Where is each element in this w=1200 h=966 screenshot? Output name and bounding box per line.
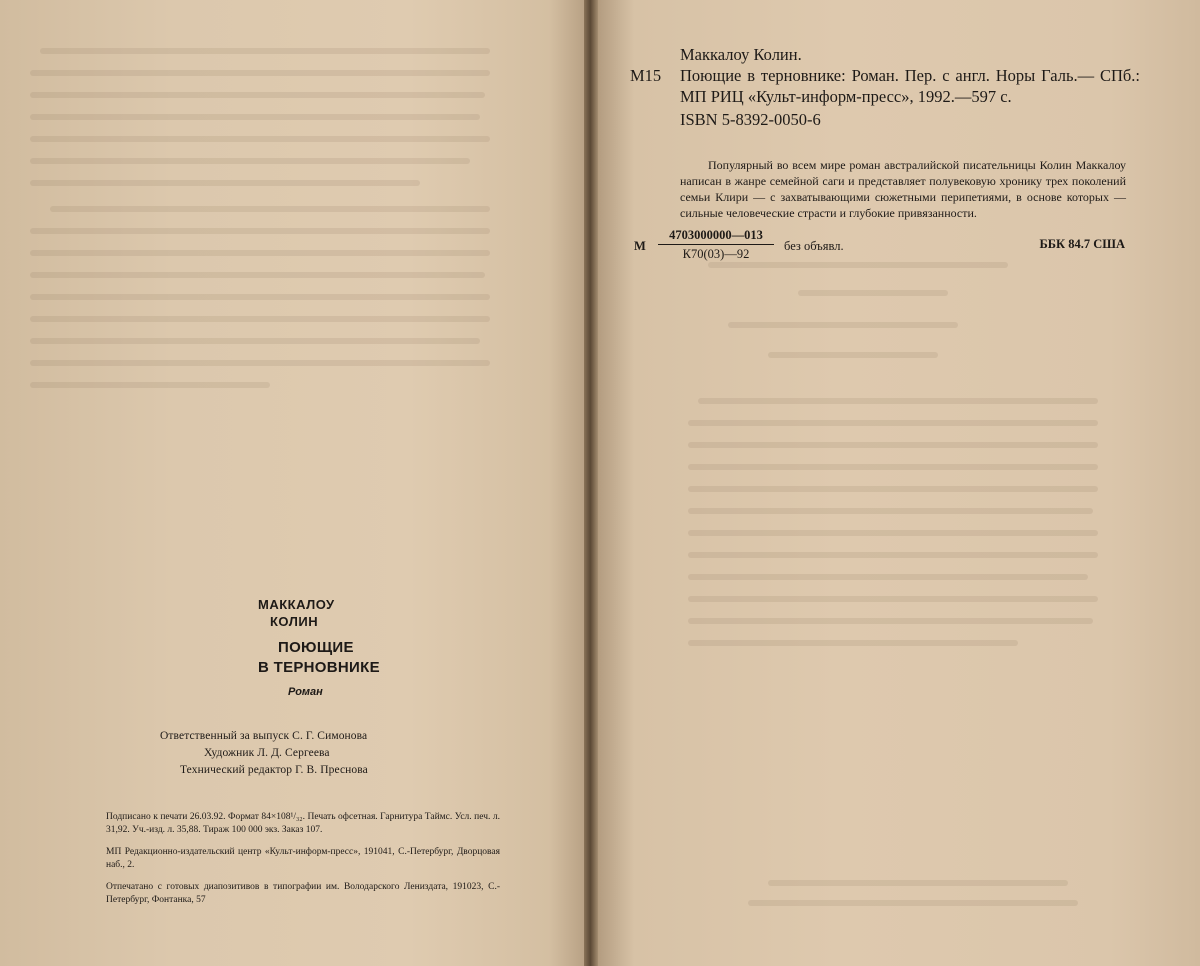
show-through-line — [688, 530, 1098, 536]
imprint-author — [200, 596, 420, 630]
show-through-line — [30, 158, 470, 164]
show-through-line — [30, 136, 490, 142]
title-line-1: ПОЮЩИЕ — [278, 639, 354, 656]
left-page — [0, 0, 584, 966]
show-through-line — [30, 180, 420, 186]
show-through-line — [688, 420, 1098, 426]
show-through-line — [688, 640, 1018, 646]
show-through-line — [688, 486, 1098, 492]
classification-row — [628, 228, 1133, 268]
imprint-title — [258, 638, 380, 678]
bib-entry-text: Поющие в терновнике: Роман. Пер. с англ. Норы Галь.— СПб.: МП РИЦ «Культ-информ-пресс», 1992.—597 с. — [680, 66, 1140, 106]
show-through-line — [30, 250, 490, 256]
announcement-note: без объявл. — [784, 239, 844, 253]
show-through-line — [768, 880, 1068, 886]
show-through-line — [30, 338, 480, 344]
show-through-line — [688, 618, 1093, 624]
credit-artist: Художник Л. Д. Сергеева — [204, 747, 330, 759]
show-through-line — [798, 290, 948, 296]
author-given-name: КОЛИН — [270, 614, 319, 629]
show-through-line — [688, 574, 1088, 580]
show-through-line — [30, 228, 490, 234]
publisher-info: МП Редакционно-издательский центр «Культ-информ-пресс», 191041, С.-Петербург, Дворцовая наб., 2. — [106, 847, 500, 870]
show-through-line — [728, 322, 958, 328]
printer-info: Отпечатано с готовых диапозитивов в типографии им. Володарского Лениздата, 191023, С.-Петербург, Фонтанка, 57 — [106, 882, 500, 905]
imprint-genre: Роман — [288, 686, 323, 698]
bib-entry-row — [630, 65, 1140, 107]
show-through-line — [40, 48, 490, 54]
show-through-line — [688, 464, 1098, 470]
show-through-line — [768, 352, 938, 358]
isbn: ISBN 5-8392-0050-6 — [680, 110, 821, 129]
show-through-line — [688, 442, 1098, 448]
right-page — [598, 0, 1200, 966]
show-through-line — [698, 398, 1098, 404]
show-through-line — [688, 596, 1098, 602]
show-through-line — [30, 316, 490, 322]
colophon — [90, 811, 500, 916]
show-through-line — [30, 70, 490, 76]
show-through-line — [688, 508, 1093, 514]
show-through-line — [30, 114, 480, 120]
show-through-line — [30, 272, 485, 278]
show-through-line — [30, 92, 485, 98]
show-through-line — [30, 360, 490, 366]
show-through-line — [30, 382, 270, 388]
bbk-code: ББК 84.7 США — [1039, 237, 1125, 251]
fraction-denominator: К70(03)—92 — [682, 247, 750, 261]
show-through-line — [748, 900, 1078, 906]
author-surname: МАККАЛОУ — [258, 597, 335, 612]
bibliographic-record — [630, 44, 1140, 130]
classification-fraction — [658, 228, 774, 262]
annotation: Популярный во всем мире роман австралийской писательницы Колин Маккалоу написан в жанре семейной саги и представляет полувековую хронику трех поколений семьи Клири — с захватывающими сюжетными перипетиями, в основе которых — сильные человеческие страсти и глубокие привязанности. — [680, 158, 1126, 220]
catalog-code: М15 — [630, 66, 662, 85]
show-through-line — [688, 552, 1098, 558]
credit-tech-editor: Технический редактор Г. В. Преснова — [180, 764, 368, 776]
credits-block — [160, 728, 440, 779]
show-through-line — [30, 294, 490, 300]
title-line-2: В ТЕРНОВНИКЕ — [258, 659, 380, 676]
print-details: Подписано к печати 26.03.92. Формат 84×108¹/₃₂. Печать офсетная. Гарнитура Таймс. Усл. печ. л. 31,92. Уч.-изд. л. 35,88. Тираж 100 000 экз. Заказ 107. — [106, 812, 500, 835]
fraction-numerator: 4703000000—013 — [658, 228, 774, 245]
show-through-line — [50, 206, 490, 212]
credit-editor: Ответственный за выпуск С. Г. Симонова — [160, 730, 368, 742]
index-letter: М — [634, 239, 646, 253]
book-gutter — [584, 0, 598, 966]
bib-author-heading: Маккалоу Колин. — [680, 45, 802, 64]
